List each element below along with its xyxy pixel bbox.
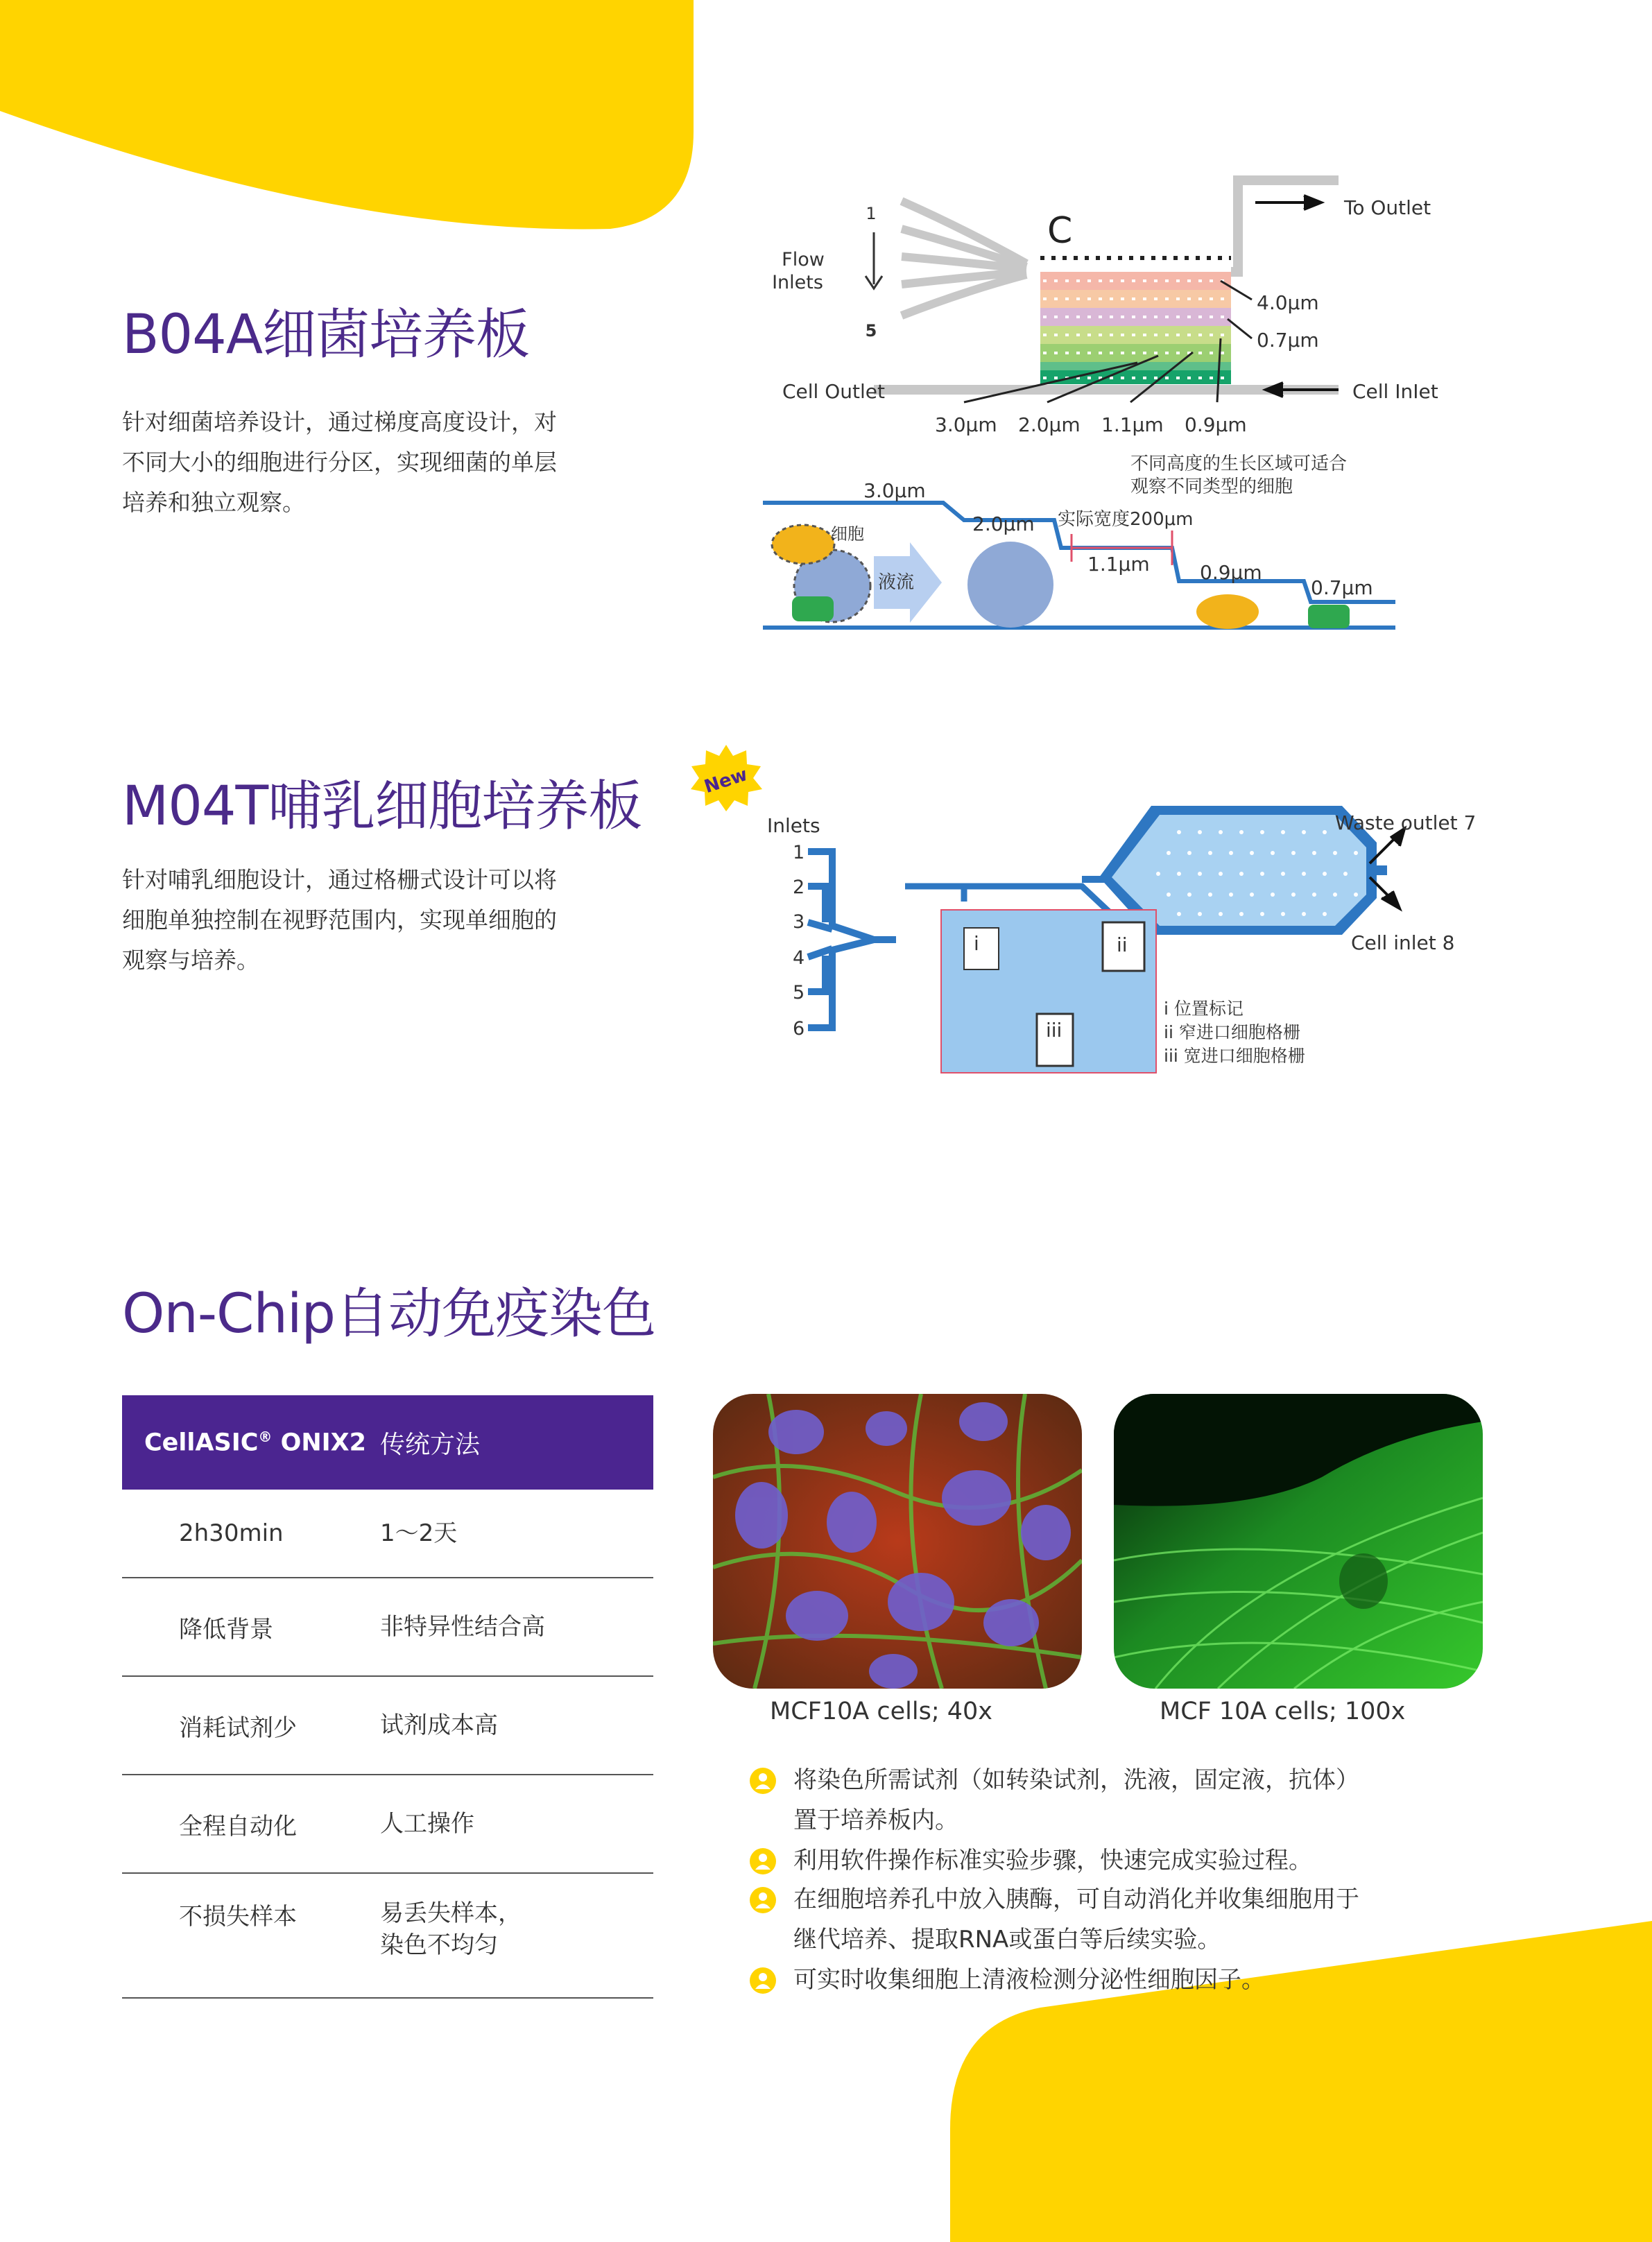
b04a-title: B04A细菌培养板: [122, 304, 530, 366]
person-bullet-icon: [749, 1967, 777, 1994]
table-row: 2h30min 1～2天: [122, 1490, 653, 1578]
m04t-chip-diagram: [749, 797, 1484, 1089]
chamber-c-label: C: [1047, 210, 1073, 252]
inlet-num-4: 4: [793, 947, 805, 969]
height-09um-label: 0.9μm: [1185, 413, 1247, 436]
caption-40x: MCF10A cells; 40x: [770, 1698, 992, 1725]
inlets-label: Inlets: [772, 272, 823, 293]
step-11um-label: 1.1μm: [1087, 553, 1150, 576]
cell-inlet-8-label: Cell inlet 8: [1351, 931, 1455, 954]
legend-i: i 位置标记: [1164, 999, 1244, 1019]
header-cellasic: CellASIC® ONIX2: [144, 1428, 367, 1457]
flow-label: 液流: [878, 572, 915, 593]
cell-inlet-label: Cell InIet: [1352, 380, 1438, 403]
note-line-2: 观察不同类型的细胞: [1130, 476, 1293, 497]
to-outlet-arrow-icon: [1255, 196, 1321, 209]
medium-cell: [1196, 594, 1259, 629]
inlet-1-label: 1: [866, 204, 877, 223]
b04a-description: 针对细菌培养设计，通过梯度高度设计，对不同大小的细胞进行分区，实现细菌的单层培养和独立观察。: [122, 408, 557, 516]
bullet-item: 在细胞培养孔中放入胰酶，可自动消化并收集细胞用于 继代培养、提取RNA或蛋白等后续实验。: [749, 1879, 1512, 1960]
height-4um-label: 4.0μm: [1257, 291, 1319, 314]
bullet-item: 利用软件操作标准实验步骤，快速完成实验过程。: [749, 1840, 1512, 1881]
note-line-1: 不同高度的生长区域可适合: [1130, 454, 1348, 474]
step-07um-label: 0.7μm: [1311, 576, 1373, 599]
table-header: [122, 1395, 653, 1490]
flow-inlet-channels: [902, 201, 1026, 316]
micrograph-40x: [713, 1394, 1082, 1689]
marker-ii: ii: [1117, 933, 1128, 956]
table-row: 全程自动化 人工操作: [122, 1775, 653, 1874]
b04a-chip-diagram: [749, 166, 1498, 444]
caption-100x: MCF 10A cells; 100x: [1160, 1698, 1406, 1725]
bullet-item: 将染色所需试剂（如转染试剂，洗液，固定液，抗体） 置于培养板内。: [749, 1760, 1512, 1840]
height-07um-label: 0.7μm: [1257, 329, 1319, 352]
marker-i: i: [974, 932, 979, 955]
inlet-5-label: 5: [865, 321, 877, 340]
inlets-label: Inlets: [767, 814, 820, 837]
width-label: 实际宽度200μm: [1058, 509, 1194, 530]
table-row: 降低背景 非特异性结合高: [122, 1578, 653, 1677]
step-3um-label: 3.0μm: [863, 479, 926, 502]
large-cell: [967, 542, 1053, 628]
new-badge-label: New: [701, 764, 750, 798]
to-outlet-label: To Outlet: [1344, 196, 1431, 219]
header-traditional: 传统方法: [380, 1430, 481, 1459]
waste-outlet-label: Waste outlet 7: [1335, 811, 1477, 834]
inlet-num-1: 1: [793, 842, 805, 863]
comparison-table: [122, 1395, 653, 1999]
legend-ii: ii 窄进口细胞格栅: [1164, 1022, 1300, 1042]
micrograph-100x: [1114, 1394, 1483, 1689]
person-bullet-icon: [749, 1767, 777, 1795]
m04t-title: M04T哺乳细胞培养板: [122, 775, 642, 838]
bullet-item: 可实时收集细胞上清液检测分泌性细胞因子。: [749, 1960, 1512, 2000]
step-09um-label: 0.9μm: [1200, 561, 1262, 584]
cell-label: 细胞: [831, 524, 864, 544]
step-profile-diagram: [763, 447, 1401, 641]
marker-iii: iii: [1046, 1019, 1062, 1042]
step-2um-label: 2.0μm: [972, 512, 1035, 535]
legend-iii: iii 宽进口细胞格栅: [1164, 1046, 1305, 1066]
inlet-num-5: 5: [793, 982, 805, 1003]
cell-outlet-label: Cell Outlet: [782, 380, 885, 403]
outlet-channel: [1231, 180, 1339, 272]
table-row: 不损失样本 易丢失样本， 染色不均匀: [122, 1874, 653, 1999]
corner-decoration-top: [0, 0, 700, 236]
gradient-chamber: [1040, 272, 1231, 384]
inlet-num-3: 3: [793, 911, 805, 933]
arrow-down-icon: [866, 232, 882, 288]
person-bullet-icon: [749, 1847, 777, 1875]
small-cell: [1308, 605, 1350, 628]
m04t-description: 针对哺乳细胞设计，通过格栅式设计可以将细胞单独控制在视野范围内，实现单细胞的观察与培养。: [122, 866, 557, 974]
table-row: 消耗试剂少 试剂成本高: [122, 1677, 653, 1775]
height-11um-label: 1.1μm: [1101, 413, 1164, 436]
inlet-num-2: 2: [793, 877, 805, 898]
person-bullet-icon: [749, 1886, 777, 1914]
height-3um-label: 3.0μm: [935, 413, 997, 436]
onchip-title: On-Chip自动免疫染色: [122, 1283, 656, 1345]
height-2um-label: 2.0μm: [1018, 413, 1081, 436]
inlet-num-6: 6: [793, 1018, 805, 1040]
flow-label: Flow: [782, 249, 825, 270]
